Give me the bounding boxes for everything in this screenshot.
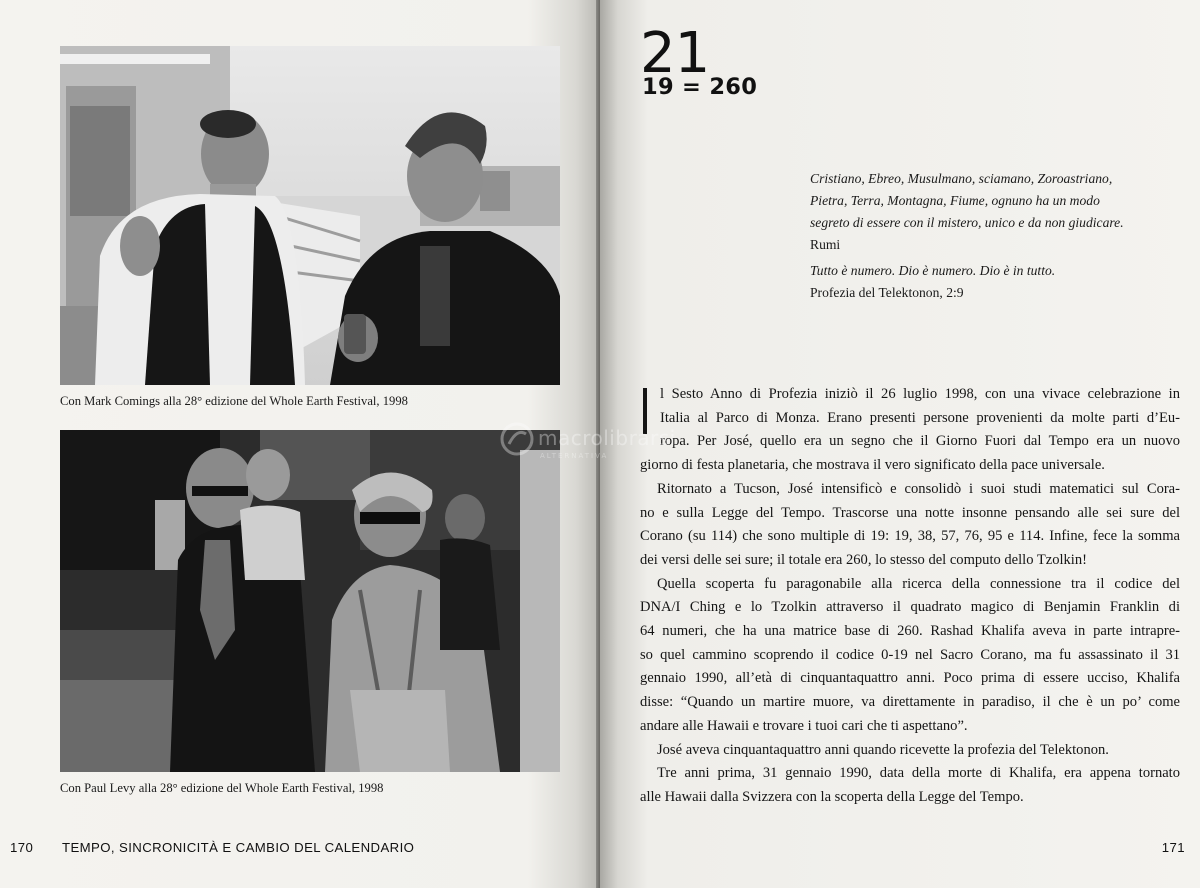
watermark	[500, 420, 700, 468]
body-line: DNA/I Ching e lo Tzolkin attraverso il quadrato magico di Benjamin Franklin di	[640, 599, 1180, 616]
body-line: José aveva cinquantaquattro anni quando ricevette la profezia del Telektonon.	[657, 741, 1109, 758]
body-line: l Sesto Anno di Profezia iniziò il 26 luglio 1998, con una vivace celebrazione in	[660, 386, 1180, 402]
watermark-sub: ALTERNATIVA	[540, 452, 609, 460]
body-line: Tre anni prima, 31 gennaio 1990, data della morte di Khalifa, era appena tornato	[657, 765, 1180, 782]
body-line: alle Hawaii dalla Svizzera con la scoperta della Legge del Tempo.	[640, 788, 1024, 805]
body-line: andare alle Hawaii e trovare i tuoi cari che ti aspettano”.	[640, 717, 968, 734]
body-line: disse: “Quando un martire muore, va direttamente in paradiso, il che è un po’ come	[640, 694, 1180, 711]
epigraph-line: Cristiano, Ebreo, Musulmano, sciamano, Zoroastriano,	[810, 171, 1113, 186]
watermark-logo-icon	[500, 422, 534, 456]
epigraph-line: segreto di essere con il mistero, unico e da non giudicare.	[810, 215, 1124, 230]
running-head: TEMPO, SINCRONICITÀ E CAMBIO DEL CALENDARIO	[62, 840, 415, 855]
body-line: dei versi delle sei sure; il totale era 260, lo stesso del computo dello Tzolkin!	[640, 551, 1087, 568]
page-number-right: 171	[1161, 840, 1185, 855]
epigraph-line: Pietra, Terra, Montagna, Fiume, ognuno ha un modo	[810, 193, 1100, 208]
epigraph-telektonon	[810, 260, 1055, 304]
epigraph-source: Profezia del Telektonon, 2:9	[810, 285, 964, 300]
body-line: so quel cammino scoprendo il codice 0-19 nel Sacro Corano, ma fu assassinato il 31	[640, 646, 1180, 663]
body-text	[640, 383, 1180, 810]
epigraph-rumi	[810, 168, 1124, 256]
epigraph-source: Rumi	[810, 237, 841, 252]
photo-2-caption: Con Paul Levy alla 28° edizione del Whole Earth Festival, 1998	[60, 781, 384, 795]
body-line: gennaio 1990, all’età di cinquantaquattro anni. Poco prima di essere ucciso, Khalifa	[640, 670, 1180, 687]
body-line: Italia al Parco di Monza. Erano presenti persone provenienti da molte parti d’Eu-	[660, 409, 1180, 426]
body-line: Corano (su 114) che sono multiple di 19: 19, 38, 57, 76, 95 e 114. Infine, fece la somma	[640, 528, 1180, 545]
body-line: giorno di festa planetaria, che mostrava il vero significato della pace universale.	[640, 457, 1105, 474]
photo-paul-levy	[60, 430, 560, 772]
epigraph-line: Tutto è numero. Dio è numero. Dio è in tutto.	[810, 263, 1056, 278]
body-line: Ritornato a Tucson, José intensificò e consolidò i suoi studi matematici sul Cora-	[657, 480, 1180, 497]
chapter-number: 21	[640, 21, 710, 86]
watermark-brand: macrolibrarsi	[538, 426, 676, 450]
body-line: ropa. Per José, quello era un segno che il Giorno Fuori dal Tempo era un nuovo	[660, 433, 1180, 450]
chapter-title: 19 = 260	[642, 74, 758, 100]
photo-mark-comings	[60, 46, 560, 385]
body-line: no e sulla Legge del Tempo. Trascorse una notte insonne pensando alle sei sure del	[640, 504, 1180, 521]
page-number-left: 170	[10, 840, 34, 855]
photo-1-caption: Con Mark Comings alla 28° edizione del Whole Earth Festival, 1998	[60, 394, 408, 408]
body-line: Quella scoperta fu paragonabile alla ricerca della connessione tra il codice del	[657, 575, 1180, 592]
body-line: 64 numeri, che ha una matrice base di 260. Rashad Khalifa aveva in parte intrapre-	[640, 623, 1180, 640]
